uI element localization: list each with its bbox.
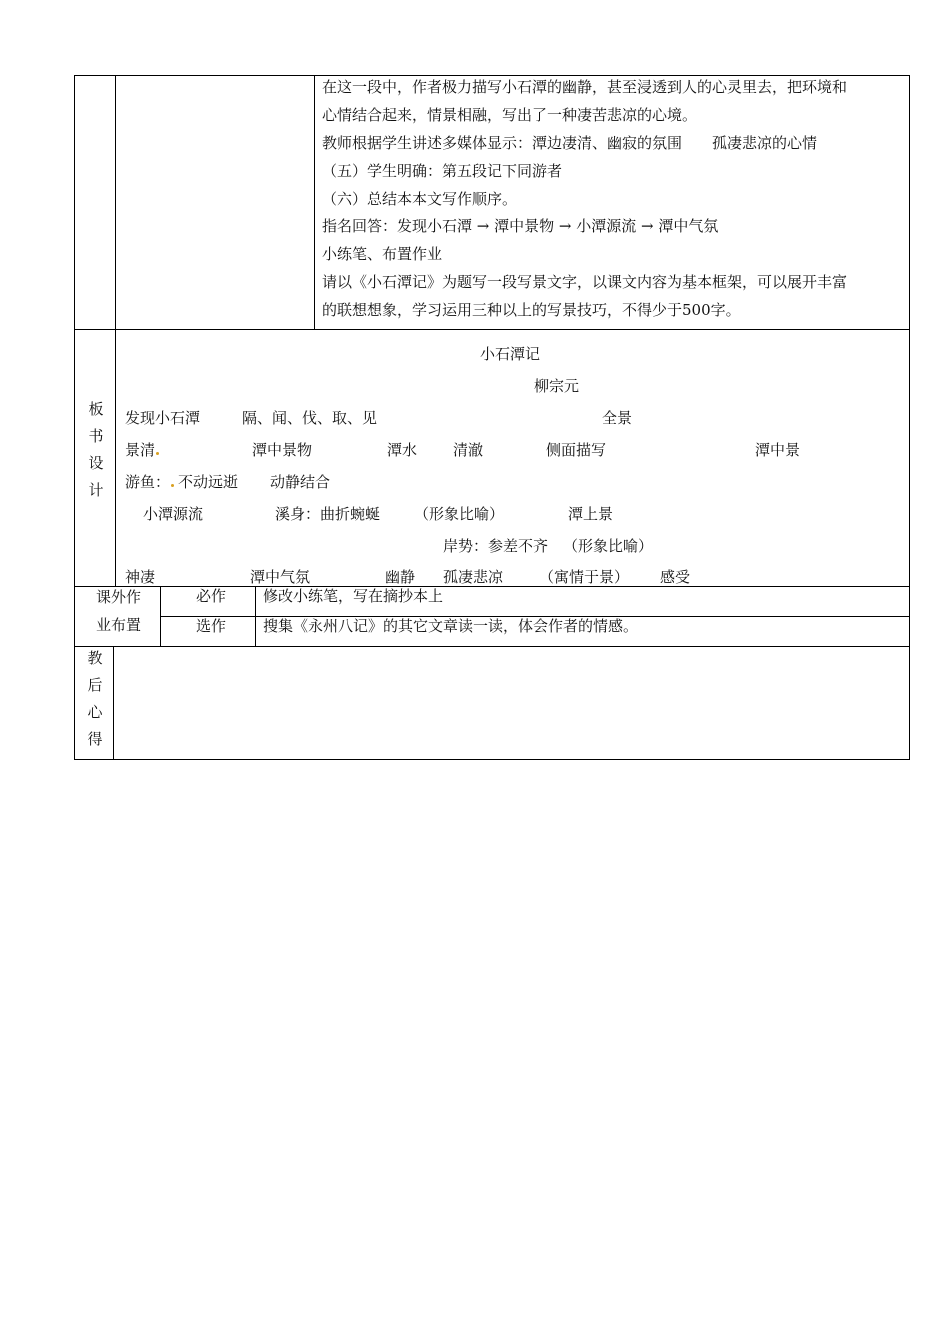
board-r2-a-text: 景清 <box>125 441 156 459</box>
col-divider-homework-2 <box>255 586 256 646</box>
board-r2-b: 潭中景物 <box>252 441 313 459</box>
board-r4-b: 溪身：曲折蜿蜒 <box>275 505 381 523</box>
board-label-char: 计 <box>88 481 104 499</box>
board-r6-f: 感受 <box>660 568 691 586</box>
lesson-line-9: 的联想想象，学习运用三种以上的写景技巧，不得少于500字。 <box>322 301 741 319</box>
lesson-line-6: 指名回答：发现小石潭 → 潭中景物 → 小潭源流 → 潭中气氛 <box>322 217 719 235</box>
lesson-line-4: （五）学生明确：第五段记下同游者 <box>322 162 563 180</box>
board-r6-b: 潭中气氛 <box>250 568 311 586</box>
lesson-line-5: （六）总结本本文写作顺序。 <box>322 190 518 208</box>
homework-label-1: 课外作 <box>96 588 142 606</box>
board-r2-d: 清澈 <box>453 441 484 459</box>
homework-label-2: 业布置 <box>96 616 142 634</box>
board-r2-f: 潭中景 <box>755 441 801 459</box>
lesson-line-8: 请以《小石潭记》为题写一段写景文字，以课文内容为基本框架，可以展开丰富 <box>322 273 848 291</box>
col-divider-2 <box>314 75 315 329</box>
board-r6-c: 幽静 <box>385 568 416 586</box>
board-r2-e: 侧面描写 <box>546 441 607 459</box>
table-border-bottom <box>74 759 910 760</box>
row-divider-board <box>74 329 910 330</box>
board-r6-e: （寓情于景） <box>539 568 630 586</box>
reflection-label <box>76 645 114 753</box>
mark-dot-icon <box>171 484 174 487</box>
board-r6-a: 神凄 <box>125 568 156 586</box>
homework-required-text: 修改小练笔，写在摘抄本上 <box>263 587 444 605</box>
table-border-top <box>74 75 910 76</box>
board-label-char: 书 <box>88 427 104 445</box>
board-r3-a <box>125 472 174 492</box>
board-label <box>76 396 116 504</box>
table-border-right <box>909 75 910 760</box>
board-title: 小石潭记 <box>480 345 541 363</box>
col-divider-homework-1 <box>160 586 161 646</box>
board-r4-a: 小潭源流 <box>143 505 204 523</box>
homework-optional-text: 搜集《永州八记》的其它文章读一读，体会作者的情感。 <box>263 617 639 635</box>
board-r3-b: 不动远逝 <box>178 473 239 491</box>
reflection-label-char: 得 <box>87 730 103 748</box>
board-r4-d: 潭上景 <box>568 505 614 523</box>
col-divider-1 <box>115 75 116 586</box>
board-r1-a: 发现小石潭 <box>125 409 201 427</box>
board-label-char: 板 <box>88 400 104 418</box>
homework-required-label: 必作 <box>196 587 227 605</box>
board-r2-c: 潭水 <box>387 441 418 459</box>
board-r3-a-text: 游鱼： <box>125 473 171 491</box>
board-label-char: 设 <box>88 454 104 472</box>
homework-optional-label: 选作 <box>196 617 227 635</box>
lesson-line-2: 心情结合起来，情景相融，写出了一种凄苦悲凉的心境。 <box>322 106 698 124</box>
reflection-label-char: 教 <box>87 649 103 667</box>
reflection-label-char: 后 <box>87 676 103 694</box>
board-r1-b: 隔、闻、伐、取、见 <box>242 409 378 427</box>
board-author: 柳宗元 <box>534 377 580 395</box>
board-r6-d: 孤凄悲凉 <box>443 568 504 586</box>
reflection-label-char: 心 <box>87 703 103 721</box>
lesson-line-3: 教师根据学生讲述多媒体显示：潭边凄清、幽寂的氛围 孤凄悲凉的心情 <box>322 134 818 152</box>
lesson-line-1: 在这一段中，作者极力描写小石潭的幽静，甚至浸透到人的心灵里去，把环境和 <box>322 78 848 96</box>
reflection-content <box>114 647 909 759</box>
board-r4-c: （形象比喻） <box>414 505 505 523</box>
mark-dot-icon <box>156 452 159 455</box>
table-border-left <box>74 75 75 760</box>
board-r5-a: 岸势：参差不齐 <box>443 537 549 555</box>
board-r3-c: 动静结合 <box>270 473 331 491</box>
board-r1-c: 全景 <box>602 409 633 427</box>
board-r5-b: （形象比喻） <box>563 537 654 555</box>
lesson-line-7: 小练笔、布置作业 <box>322 245 443 263</box>
board-r2-a <box>125 440 159 460</box>
